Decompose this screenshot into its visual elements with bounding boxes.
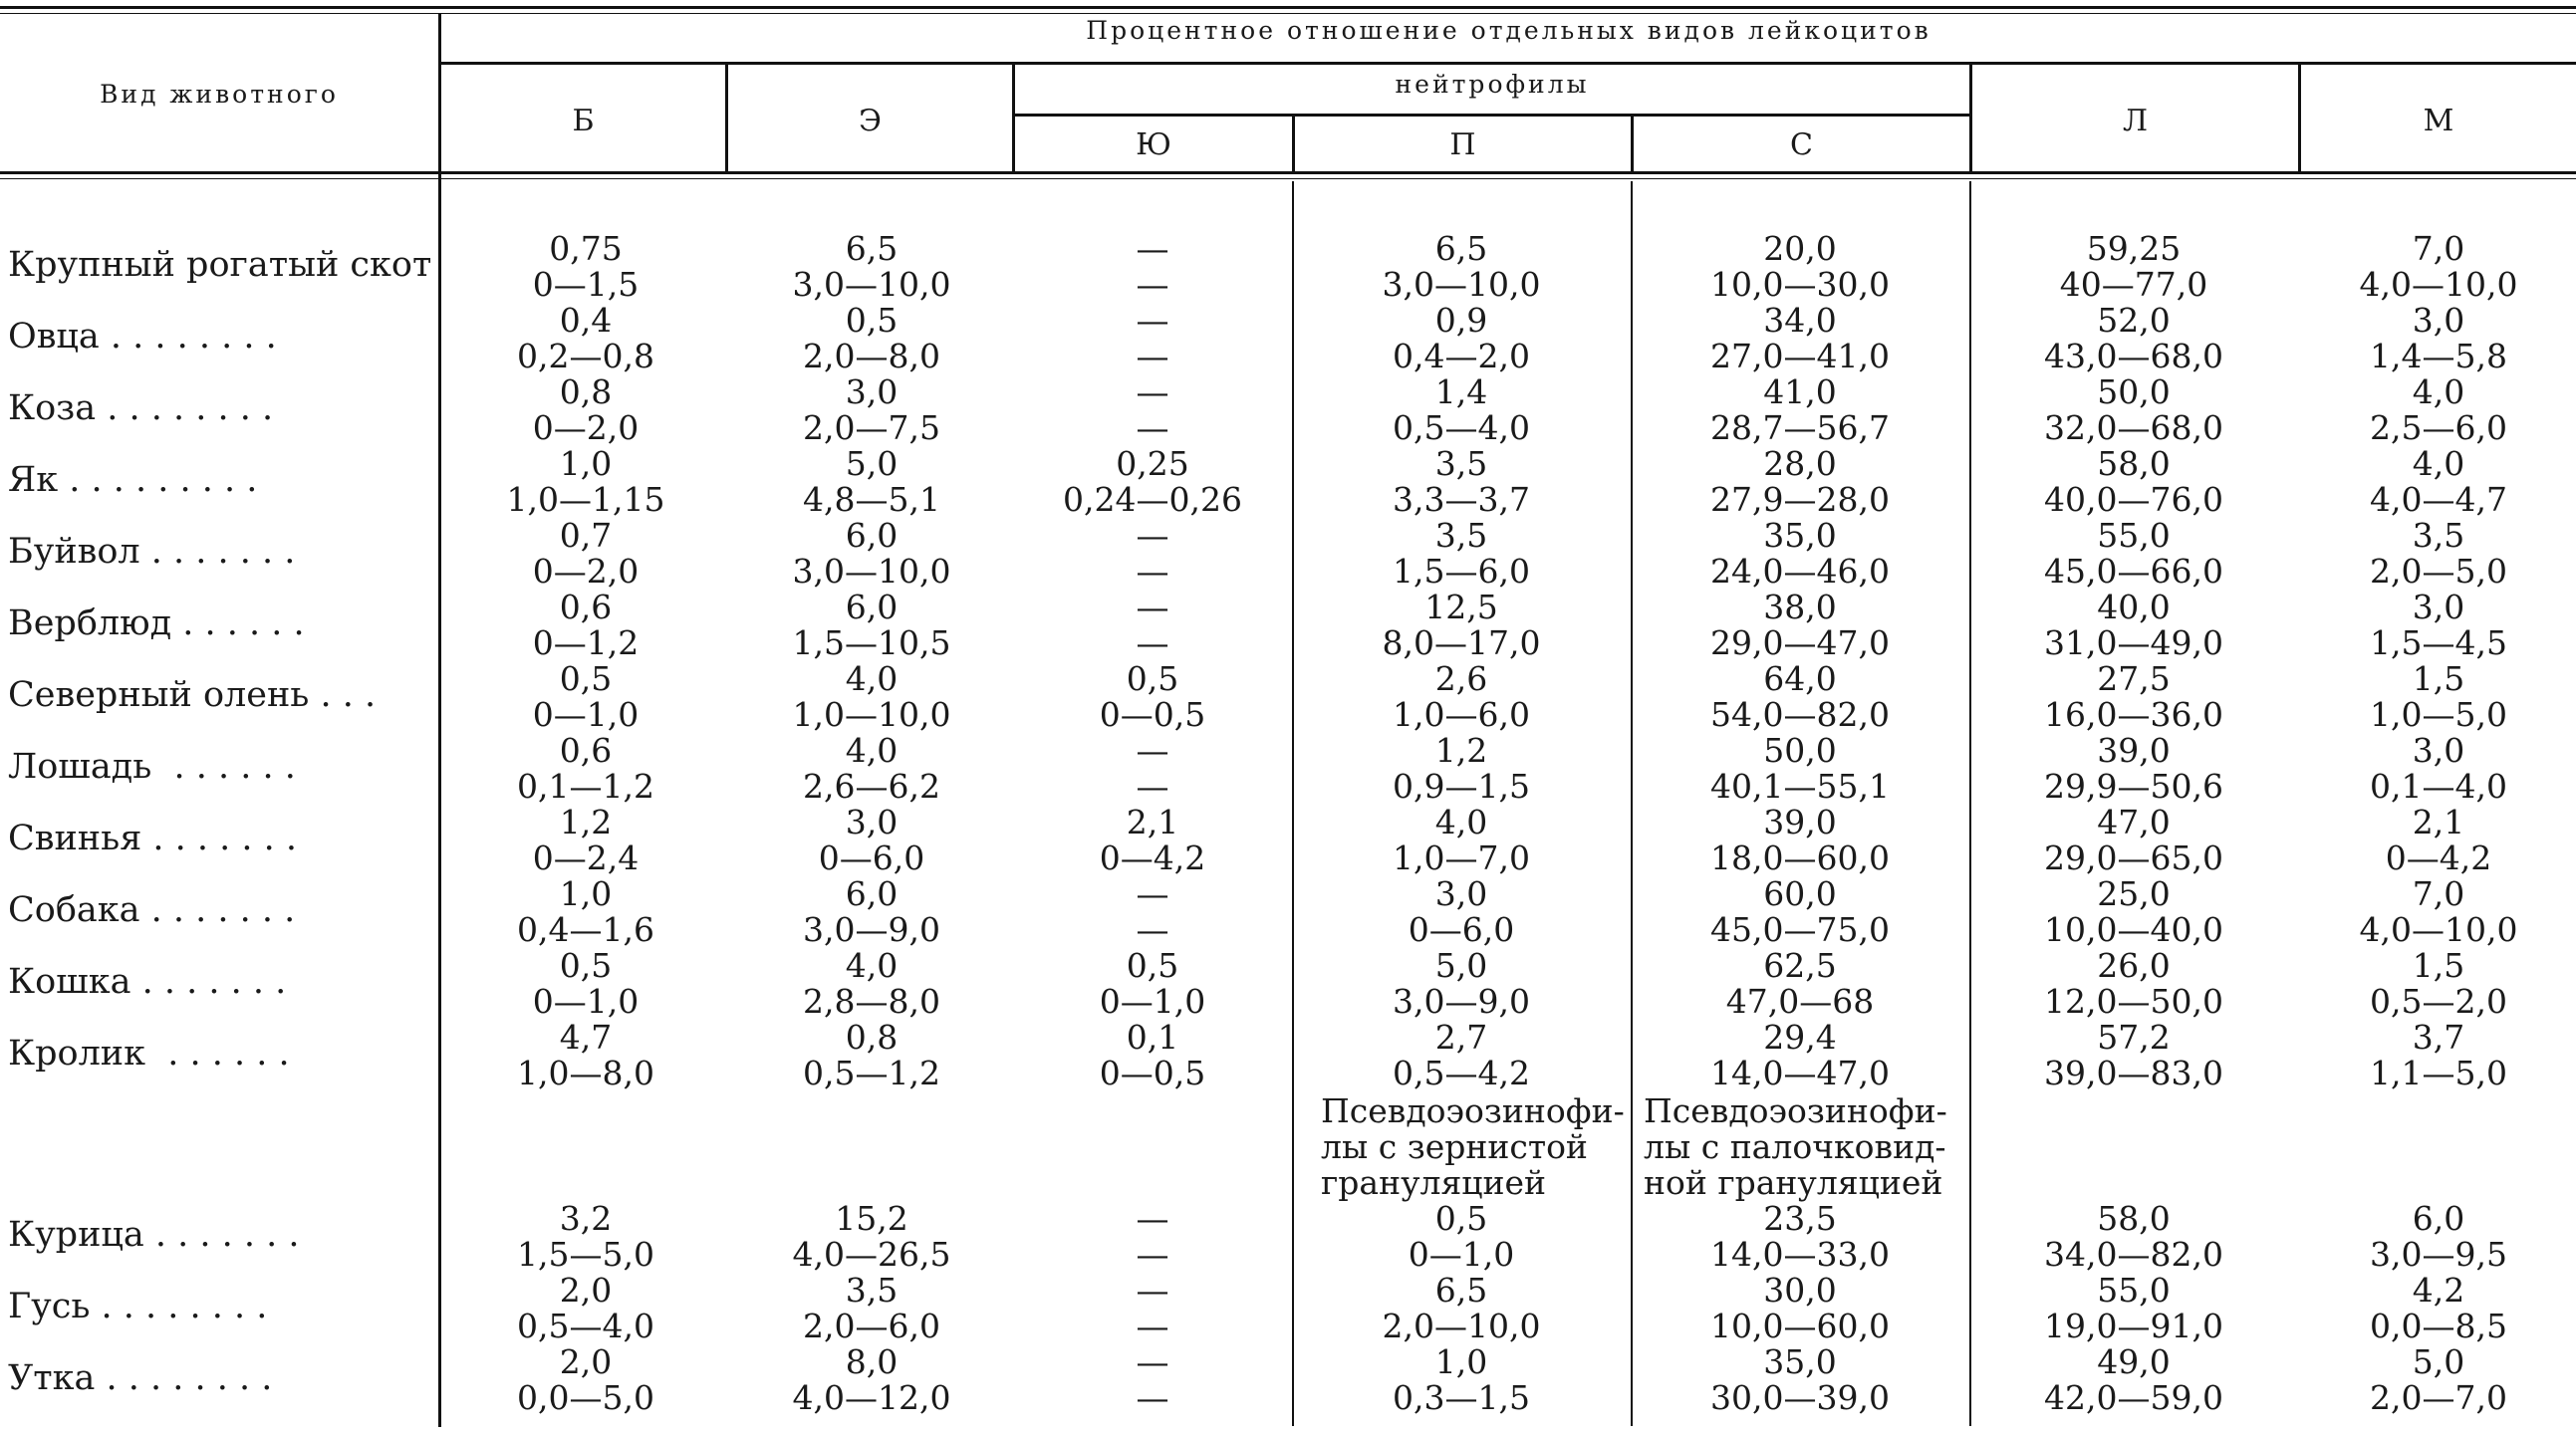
row-7-mean-b: 0,5 <box>559 659 613 698</box>
row-2-name: Овца . . . . . . . . <box>8 317 277 357</box>
group-underline <box>441 62 2576 65</box>
bird-row-1-mean-s: 23,5 <box>1763 1199 1837 1238</box>
row-6-range-e: 1,5—10,5 <box>792 623 951 662</box>
row-9-range-b: 0—2,4 <box>532 838 640 877</box>
bird-row-2-mean-e: 3,5 <box>845 1271 899 1310</box>
bird-row-1-range-p: 0—1,0 <box>1408 1235 1515 1274</box>
row-8-range-s: 40,1—55,1 <box>1710 767 1890 806</box>
row-7-range-e: 1,0—10,0 <box>792 695 951 734</box>
row-1-range-yu: — <box>1136 265 1169 304</box>
note-s-line-3: ной грануляцией <box>1644 1163 1943 1202</box>
row-1-range-e: 3,0—10,0 <box>792 265 951 304</box>
row-2-mean-p: 0,9 <box>1434 301 1488 340</box>
neutrophils-underline <box>1014 114 1970 117</box>
row-11-mean-p: 5,0 <box>1434 946 1488 985</box>
row-11-mean-e: 4,0 <box>845 946 899 985</box>
row-3-range-e: 2,0—7,5 <box>803 408 940 447</box>
row-1-mean-p: 6,5 <box>1434 229 1488 268</box>
row-1-mean-b: 0,75 <box>549 229 623 268</box>
row-3-mean-e: 3,0 <box>845 372 899 411</box>
row-12-range-yu: 0—0,5 <box>1099 1054 1206 1092</box>
row-2-range-b: 0,2—0,8 <box>517 337 654 375</box>
row-6-range-b: 0—1,2 <box>532 623 640 662</box>
row-5-range-p: 1,5—6,0 <box>1393 552 1530 591</box>
note-p-line-1: Псевдоэозинофи- <box>1321 1091 1625 1130</box>
bird-row-3-mean-s: 35,0 <box>1763 1342 1837 1381</box>
row-11-mean-b: 0,5 <box>559 946 613 985</box>
row-7-range-p: 1,0—6,0 <box>1393 695 1530 734</box>
row-2-range-s: 27,0—41,0 <box>1710 337 1890 375</box>
bird-row-2-mean-yu: — <box>1136 1271 1169 1310</box>
bird-row-2-range-m: 0,0—8,5 <box>2370 1307 2507 1345</box>
bird-row-1-name: Курица . . . . . . . <box>8 1215 300 1255</box>
note-s-line-2: лы с палочковид- <box>1644 1127 1946 1166</box>
bird-row-1-mean-yu: — <box>1136 1199 1169 1238</box>
row-6-mean-p: 12,5 <box>1424 588 1498 626</box>
row-4-range-m: 4,0—4,7 <box>2370 480 2507 519</box>
row-4-mean-l: 58,0 <box>2097 444 2171 483</box>
column-header-e: Э <box>859 104 882 138</box>
note-s-line-1: Псевдоэозинофи- <box>1644 1091 1947 1130</box>
row-5-range-s: 24,0—46,0 <box>1710 552 1890 591</box>
row-2-range-p: 0,4—2,0 <box>1393 337 1530 375</box>
row-12-range-l: 39,0—83,0 <box>2044 1054 2223 1092</box>
row-1-range-p: 3,0—10,0 <box>1382 265 1541 304</box>
row-11-range-b: 0—1,0 <box>532 982 640 1021</box>
row-8-mean-m: 3,0 <box>2412 731 2465 770</box>
bird-row-3-mean-m: 5,0 <box>2412 1342 2465 1381</box>
row-7-range-b: 0—1,0 <box>532 695 640 734</box>
row-8-range-yu: — <box>1136 767 1169 806</box>
row-7-mean-l: 27,5 <box>2097 659 2171 698</box>
row-3-range-yu: — <box>1136 408 1169 447</box>
row-7-range-l: 16,0—36,0 <box>2044 695 2223 734</box>
row-8-range-m: 0,1—4,0 <box>2370 767 2507 806</box>
row-10-mean-l: 25,0 <box>2097 874 2171 913</box>
top-rule <box>0 6 2576 9</box>
bird-row-2-name: Гусь . . . . . . . . <box>8 1287 268 1326</box>
row-10-name: Собака . . . . . . . <box>8 890 296 930</box>
bird-row-3-range-e: 4,0—12,0 <box>792 1378 951 1417</box>
row-2-range-m: 1,4—5,8 <box>2370 337 2507 375</box>
row-9-range-l: 29,0—65,0 <box>2044 838 2223 877</box>
row-4-range-p: 3,3—3,7 <box>1393 480 1530 519</box>
row-10-mean-e: 6,0 <box>845 874 899 913</box>
row-1-mean-m: 7,0 <box>2412 229 2465 268</box>
bird-row-2-range-yu: — <box>1136 1307 1169 1345</box>
row-5-range-b: 0—2,0 <box>532 552 640 591</box>
row-1-mean-yu: — <box>1136 229 1169 268</box>
row-2-range-l: 43,0—68,0 <box>2044 337 2223 375</box>
row-6-name: Верблюд . . . . . . <box>8 603 305 643</box>
row-6-range-yu: — <box>1136 623 1169 662</box>
row-2-mean-b: 0,4 <box>559 301 613 340</box>
bird-row-3-range-b: 0,0—5,0 <box>517 1378 654 1417</box>
row-4-mean-b: 1,0 <box>559 444 613 483</box>
row-6-mean-m: 3,0 <box>2412 588 2465 626</box>
row-4-range-b: 1,0—1,15 <box>506 480 665 519</box>
bird-row-2-range-l: 19,0—91,0 <box>2044 1307 2223 1345</box>
row-8-mean-yu: — <box>1136 731 1169 770</box>
row-5-range-m: 2,0—5,0 <box>2370 552 2507 591</box>
row-5-mean-b: 0,7 <box>559 516 613 555</box>
row-4-range-s: 27,9—28,0 <box>1710 480 1890 519</box>
bird-row-2-mean-m: 4,2 <box>2412 1271 2465 1310</box>
row-9-name: Свинья . . . . . . . <box>8 819 298 858</box>
row-2-mean-l: 52,0 <box>2097 301 2171 340</box>
row-1-range-l: 40—77,0 <box>2059 265 2208 304</box>
row-11-range-yu: 0—1,0 <box>1099 982 1206 1021</box>
row-10-range-yu: — <box>1136 910 1169 949</box>
row-6-mean-e: 6,0 <box>845 588 899 626</box>
row-3-mean-p: 1,4 <box>1434 372 1488 411</box>
row-4-range-l: 40,0—76,0 <box>2044 480 2223 519</box>
row-9-range-p: 1,0—7,0 <box>1393 838 1530 877</box>
row-11-range-s: 47,0—68 <box>1725 982 1875 1021</box>
bird-row-1-mean-e: 15,2 <box>835 1199 908 1238</box>
row-5-name: Буйвол . . . . . . . <box>8 532 296 572</box>
row-10-range-l: 10,0—40,0 <box>2044 910 2223 949</box>
row-7-range-s: 54,0—82,0 <box>1710 695 1890 734</box>
row-12-range-m: 1,1—5,0 <box>2370 1054 2507 1092</box>
bird-row-1-mean-l: 58,0 <box>2097 1199 2171 1238</box>
row-10-mean-yu: — <box>1136 874 1169 913</box>
row-12-name: Кролик . . . . . . <box>8 1034 290 1074</box>
animal-column-header: Вид животного <box>100 80 339 109</box>
row-11-mean-l: 26,0 <box>2097 946 2171 985</box>
bird-row-2-range-p: 2,0—10,0 <box>1382 1307 1541 1345</box>
row-1-range-s: 10,0—30,0 <box>1710 265 1890 304</box>
row-6-range-s: 29,0—47,0 <box>1710 623 1890 662</box>
row-7-mean-s: 64,0 <box>1763 659 1837 698</box>
bird-row-2-mean-l: 55,0 <box>2097 1271 2171 1310</box>
row-8-mean-b: 0,6 <box>559 731 613 770</box>
row-10-mean-b: 1,0 <box>559 874 613 913</box>
row-6-mean-s: 38,0 <box>1763 588 1837 626</box>
header-bottom-rule-thin <box>0 178 2576 179</box>
bird-row-3-mean-l: 49,0 <box>2097 1342 2171 1381</box>
row-10-range-s: 45,0—75,0 <box>1710 910 1890 949</box>
row-12-range-s: 14,0—47,0 <box>1710 1054 1890 1092</box>
row-9-mean-yu: 2,1 <box>1126 803 1179 841</box>
row-10-range-b: 0,4—1,6 <box>517 910 654 949</box>
bird-row-3-range-l: 42,0—59,0 <box>2044 1378 2223 1417</box>
bird-row-1-mean-m: 6,0 <box>2412 1199 2465 1238</box>
row-11-mean-yu: 0,5 <box>1126 946 1179 985</box>
row-11-range-l: 12,0—50,0 <box>2044 982 2223 1021</box>
row-1-range-m: 4,0—10,0 <box>2359 265 2518 304</box>
bird-row-1-range-s: 14,0—33,0 <box>1710 1235 1890 1274</box>
row-9-mean-m: 2,1 <box>2412 803 2465 841</box>
row-2-mean-s: 34,0 <box>1763 301 1837 340</box>
row-5-mean-yu: — <box>1136 516 1169 555</box>
note-p-line-3: грануляцией <box>1321 1163 1547 1202</box>
row-4-mean-m: 4,0 <box>2412 444 2465 483</box>
row-11-range-e: 2,8—8,0 <box>803 982 940 1021</box>
bird-row-3-mean-p: 1,0 <box>1434 1342 1488 1381</box>
row-12-range-e: 0,5—1,2 <box>803 1054 940 1092</box>
row-7-name: Северный олень . . . <box>8 675 377 715</box>
row-4-mean-s: 28,0 <box>1763 444 1837 483</box>
row-8-range-e: 2,6—6,2 <box>803 767 940 806</box>
row-11-range-m: 0,5—2,0 <box>2370 982 2507 1021</box>
bird-row-1-range-l: 34,0—82,0 <box>2044 1235 2223 1274</box>
bird-row-2-mean-s: 30,0 <box>1763 1271 1837 1310</box>
row-5-mean-s: 35,0 <box>1763 516 1837 555</box>
row-8-range-l: 29,9—50,6 <box>2044 767 2223 806</box>
row-9-mean-e: 3,0 <box>845 803 899 841</box>
bird-row-2-range-s: 10,0—60,0 <box>1710 1307 1890 1345</box>
row-12-mean-m: 3,7 <box>2412 1018 2465 1057</box>
row-4-range-e: 4,8—5,1 <box>803 480 940 519</box>
row-5-mean-p: 3,5 <box>1434 516 1488 555</box>
bird-row-3-name: Утка . . . . . . . . <box>8 1358 273 1398</box>
row-3-range-b: 0—2,0 <box>532 408 640 447</box>
row-8-mean-p: 1,2 <box>1434 731 1488 770</box>
bird-row-1-mean-p: 0,5 <box>1434 1199 1488 1238</box>
row-5-range-yu: — <box>1136 552 1169 591</box>
row-7-mean-yu: 0,5 <box>1126 659 1179 698</box>
row-7-mean-e: 4,0 <box>845 659 899 698</box>
row-10-mean-m: 7,0 <box>2412 874 2465 913</box>
column-header-m: М <box>2423 104 2454 138</box>
row-3-mean-l: 50,0 <box>2097 372 2171 411</box>
row-11-mean-m: 1,5 <box>2412 946 2465 985</box>
row-3-mean-yu: — <box>1136 372 1169 411</box>
body-divider-l <box>1969 181 1971 1426</box>
row-12-mean-l: 57,2 <box>2097 1018 2171 1057</box>
row-5-mean-e: 6,0 <box>845 516 899 555</box>
row-3-mean-m: 4,0 <box>2412 372 2465 411</box>
header-bottom-rule <box>0 171 2576 174</box>
row-10-mean-s: 60,0 <box>1763 874 1837 913</box>
row-1-mean-e: 6,5 <box>845 229 899 268</box>
top-rule-thin <box>0 13 2576 14</box>
row-3-range-l: 32,0—68,0 <box>2044 408 2223 447</box>
row-1-name: Крупный рогатый скот <box>8 245 432 285</box>
bird-row-2-range-b: 0,5—4,0 <box>517 1307 654 1345</box>
row-1-range-b: 0—1,5 <box>532 265 640 304</box>
row-4-name: Як . . . . . . . . . <box>8 460 258 500</box>
row-4-mean-e: 5,0 <box>845 444 899 483</box>
row-9-mean-p: 4,0 <box>1434 803 1488 841</box>
row-11-name: Кошка . . . . . . . <box>8 962 287 1002</box>
row-8-name: Лошадь . . . . . . <box>8 747 296 787</box>
row-2-mean-yu: — <box>1136 301 1169 340</box>
row-6-mean-yu: — <box>1136 588 1169 626</box>
row-3-mean-b: 0,8 <box>559 372 613 411</box>
row-9-mean-l: 47,0 <box>2097 803 2171 841</box>
row-12-mean-e: 0,8 <box>845 1018 899 1057</box>
bird-row-1-mean-b: 3,2 <box>559 1199 613 1238</box>
row-6-range-m: 1,5—4,5 <box>2370 623 2507 662</box>
row-4-range-yu: 0,24—0,26 <box>1063 480 1242 519</box>
row-3-range-s: 28,7—56,7 <box>1710 408 1890 447</box>
row-2-mean-m: 3,0 <box>2412 301 2465 340</box>
bird-row-1-range-b: 1,5—5,0 <box>517 1235 654 1274</box>
row-8-mean-l: 39,0 <box>2097 731 2171 770</box>
neutrophils-header: нейтрофилы <box>1395 70 1590 99</box>
row-6-range-p: 8,0—17,0 <box>1382 623 1541 662</box>
row-8-range-b: 0,1—1,2 <box>517 767 654 806</box>
row-6-mean-b: 0,6 <box>559 588 613 626</box>
row-6-range-l: 31,0—49,0 <box>2044 623 2223 662</box>
row-9-range-yu: 0—4,2 <box>1099 838 1206 877</box>
bird-row-1-range-m: 3,0—9,5 <box>2370 1235 2507 1274</box>
bird-row-2-mean-p: 6,5 <box>1434 1271 1488 1310</box>
group-header: Процентное отношение отдельных видов лейкоцитов <box>1086 16 1932 45</box>
row-8-mean-s: 50,0 <box>1763 731 1837 770</box>
row-4-mean-p: 3,5 <box>1434 444 1488 483</box>
column-header-b: Б <box>572 104 595 138</box>
row-9-range-e: 0—6,0 <box>818 838 925 877</box>
row-1-mean-s: 20,0 <box>1763 229 1837 268</box>
bird-row-3-mean-yu: — <box>1136 1342 1169 1381</box>
row-3-range-p: 0,5—4,0 <box>1393 408 1530 447</box>
note-p-line-2: лы с зернистой <box>1321 1127 1588 1166</box>
row-5-range-e: 3,0—10,0 <box>792 552 951 591</box>
row-10-range-e: 3,0—9,0 <box>803 910 940 949</box>
row-12-mean-p: 2,7 <box>1434 1018 1488 1057</box>
row-7-mean-m: 1,5 <box>2412 659 2465 698</box>
row-4-mean-yu: 0,25 <box>1116 444 1189 483</box>
row-9-mean-s: 39,0 <box>1763 803 1837 841</box>
row-2-range-yu: — <box>1136 337 1169 375</box>
row-7-range-m: 1,0—5,0 <box>2370 695 2507 734</box>
bird-row-3-range-p: 0,3—1,5 <box>1393 1378 1530 1417</box>
bird-row-3-range-s: 30,0—39,0 <box>1710 1378 1890 1417</box>
row-10-range-m: 4,0—10,0 <box>2359 910 2518 949</box>
row-11-mean-s: 62,5 <box>1763 946 1837 985</box>
row-3-mean-s: 41,0 <box>1763 372 1837 411</box>
bird-row-3-mean-e: 8,0 <box>845 1342 899 1381</box>
column-header-s: С <box>1790 127 1813 162</box>
row-10-mean-p: 3,0 <box>1434 874 1488 913</box>
row-3-range-m: 2,5—6,0 <box>2370 408 2507 447</box>
bird-row-2-range-e: 2,0—6,0 <box>803 1307 940 1345</box>
row-7-range-yu: 0—0,5 <box>1099 695 1206 734</box>
row-1-mean-l: 59,25 <box>2086 229 2182 268</box>
column-header-yu: Ю <box>1136 127 1171 162</box>
row-6-mean-l: 40,0 <box>2097 588 2171 626</box>
row-9-range-s: 18,0—60,0 <box>1710 838 1890 877</box>
bird-row-3-range-m: 2,0—7,0 <box>2370 1378 2507 1417</box>
row-9-range-m: 0—4,2 <box>2385 838 2492 877</box>
row-8-range-p: 0,9—1,5 <box>1393 767 1530 806</box>
row-8-mean-e: 4,0 <box>845 731 899 770</box>
row-3-name: Коза . . . . . . . . <box>8 388 274 428</box>
bird-row-1-range-e: 4,0—26,5 <box>792 1235 951 1274</box>
row-9-mean-b: 1,2 <box>559 803 613 841</box>
row-2-mean-e: 0,5 <box>845 301 899 340</box>
row-12-mean-s: 29,4 <box>1763 1018 1837 1057</box>
bird-row-1-range-yu: — <box>1136 1235 1169 1274</box>
bird-row-3-mean-b: 2,0 <box>559 1342 613 1381</box>
row-5-mean-l: 55,0 <box>2097 516 2171 555</box>
row-2-range-e: 2,0—8,0 <box>803 337 940 375</box>
row-12-mean-b: 4,7 <box>559 1018 613 1057</box>
row-11-range-p: 3,0—9,0 <box>1393 982 1530 1021</box>
row-5-range-l: 45,0—66,0 <box>2044 552 2223 591</box>
row-12-mean-yu: 0,1 <box>1126 1018 1179 1057</box>
row-10-range-p: 0—6,0 <box>1408 910 1515 949</box>
row-5-mean-m: 3,5 <box>2412 516 2465 555</box>
column-header-l: Л <box>2122 104 2149 138</box>
row-12-range-p: 0,5—4,2 <box>1393 1054 1530 1092</box>
body-divider-s <box>1631 181 1633 1426</box>
row-12-range-b: 1,0—8,0 <box>517 1054 654 1092</box>
bird-row-3-range-yu: — <box>1136 1378 1169 1417</box>
row-7-mean-p: 2,6 <box>1434 659 1488 698</box>
bird-row-2-mean-b: 2,0 <box>559 1271 613 1310</box>
column-header-p: П <box>1449 127 1476 162</box>
